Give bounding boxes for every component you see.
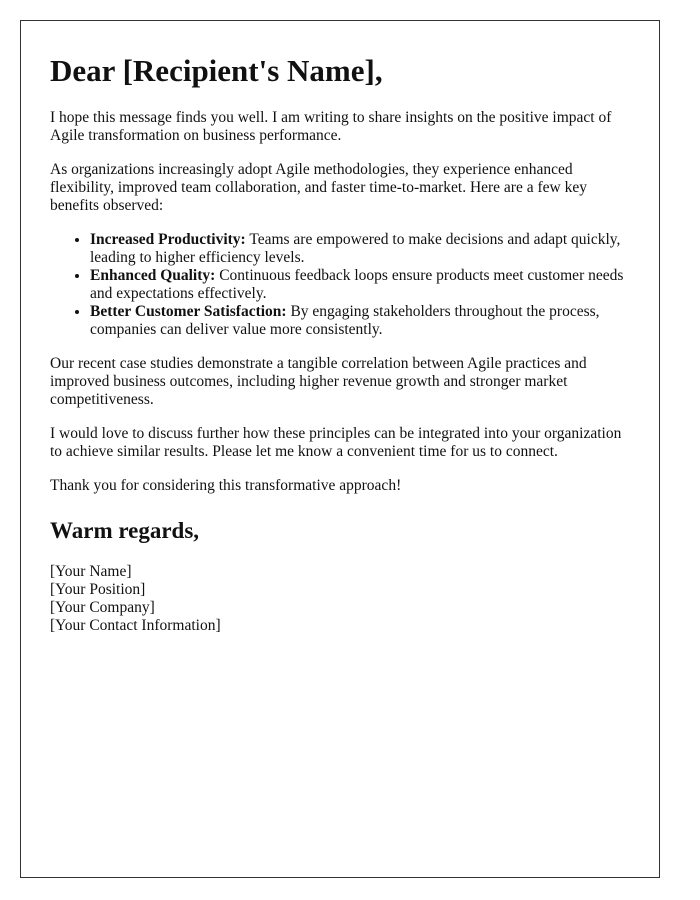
signature-company: [Your Company] (50, 599, 155, 616)
signature-block (50, 563, 636, 635)
case-studies-paragraph: Our recent case studies demonstrate a tangible correlation between Agile practices and improved business outcomes, including higher revenue growth and stronger market competitiveness. (50, 355, 587, 408)
signature-name: [Your Name] (50, 563, 132, 580)
discussion-paragraph: I would love to discuss further how these principles can be integrated into your organization to achieve similar results. Please let me know a convenient time for us to connect. (50, 425, 622, 460)
letter-page (20, 20, 660, 878)
signature-contact: [Your Contact Information] (50, 617, 221, 634)
intro-paragraph: I hope this message finds you well. I am writing to share insights on the positive impact of Agile transformation on business performance. (50, 109, 612, 144)
signature-position: [Your Position] (50, 581, 146, 598)
benefit-term: Increased Productivity: (90, 231, 246, 248)
benefit-term: Enhanced Quality: (90, 267, 216, 284)
benefits-list (50, 231, 636, 339)
benefit-text: Continuous feedback loops ensure products meet customer needs and expectations effectively. (90, 267, 624, 302)
benefit-item-satisfaction (90, 303, 636, 339)
benefit-text: Teams are empowered to make decisions and adapt quickly, leading to higher efficiency levels. (90, 231, 621, 266)
benefit-text: By engaging stakeholders throughout the process, companies can deliver value more consistently. (90, 303, 600, 338)
benefits-intro-paragraph: As organizations increasingly adopt Agile methodologies, they experience enhanced flexibility, improved team collaboration, and faster time-to-market. Here are a few key benefits observed: (50, 161, 587, 214)
thanks-paragraph: Thank you for considering this transformative approach! (50, 477, 402, 494)
benefit-term: Better Customer Satisfaction: (90, 303, 287, 320)
closing-heading: Warm regards, (50, 518, 200, 543)
benefit-item-quality (90, 267, 636, 303)
salutation-heading: Dear [Recipient's Name], (50, 53, 383, 88)
letter-body (50, 53, 636, 635)
benefit-item-productivity (90, 231, 636, 267)
